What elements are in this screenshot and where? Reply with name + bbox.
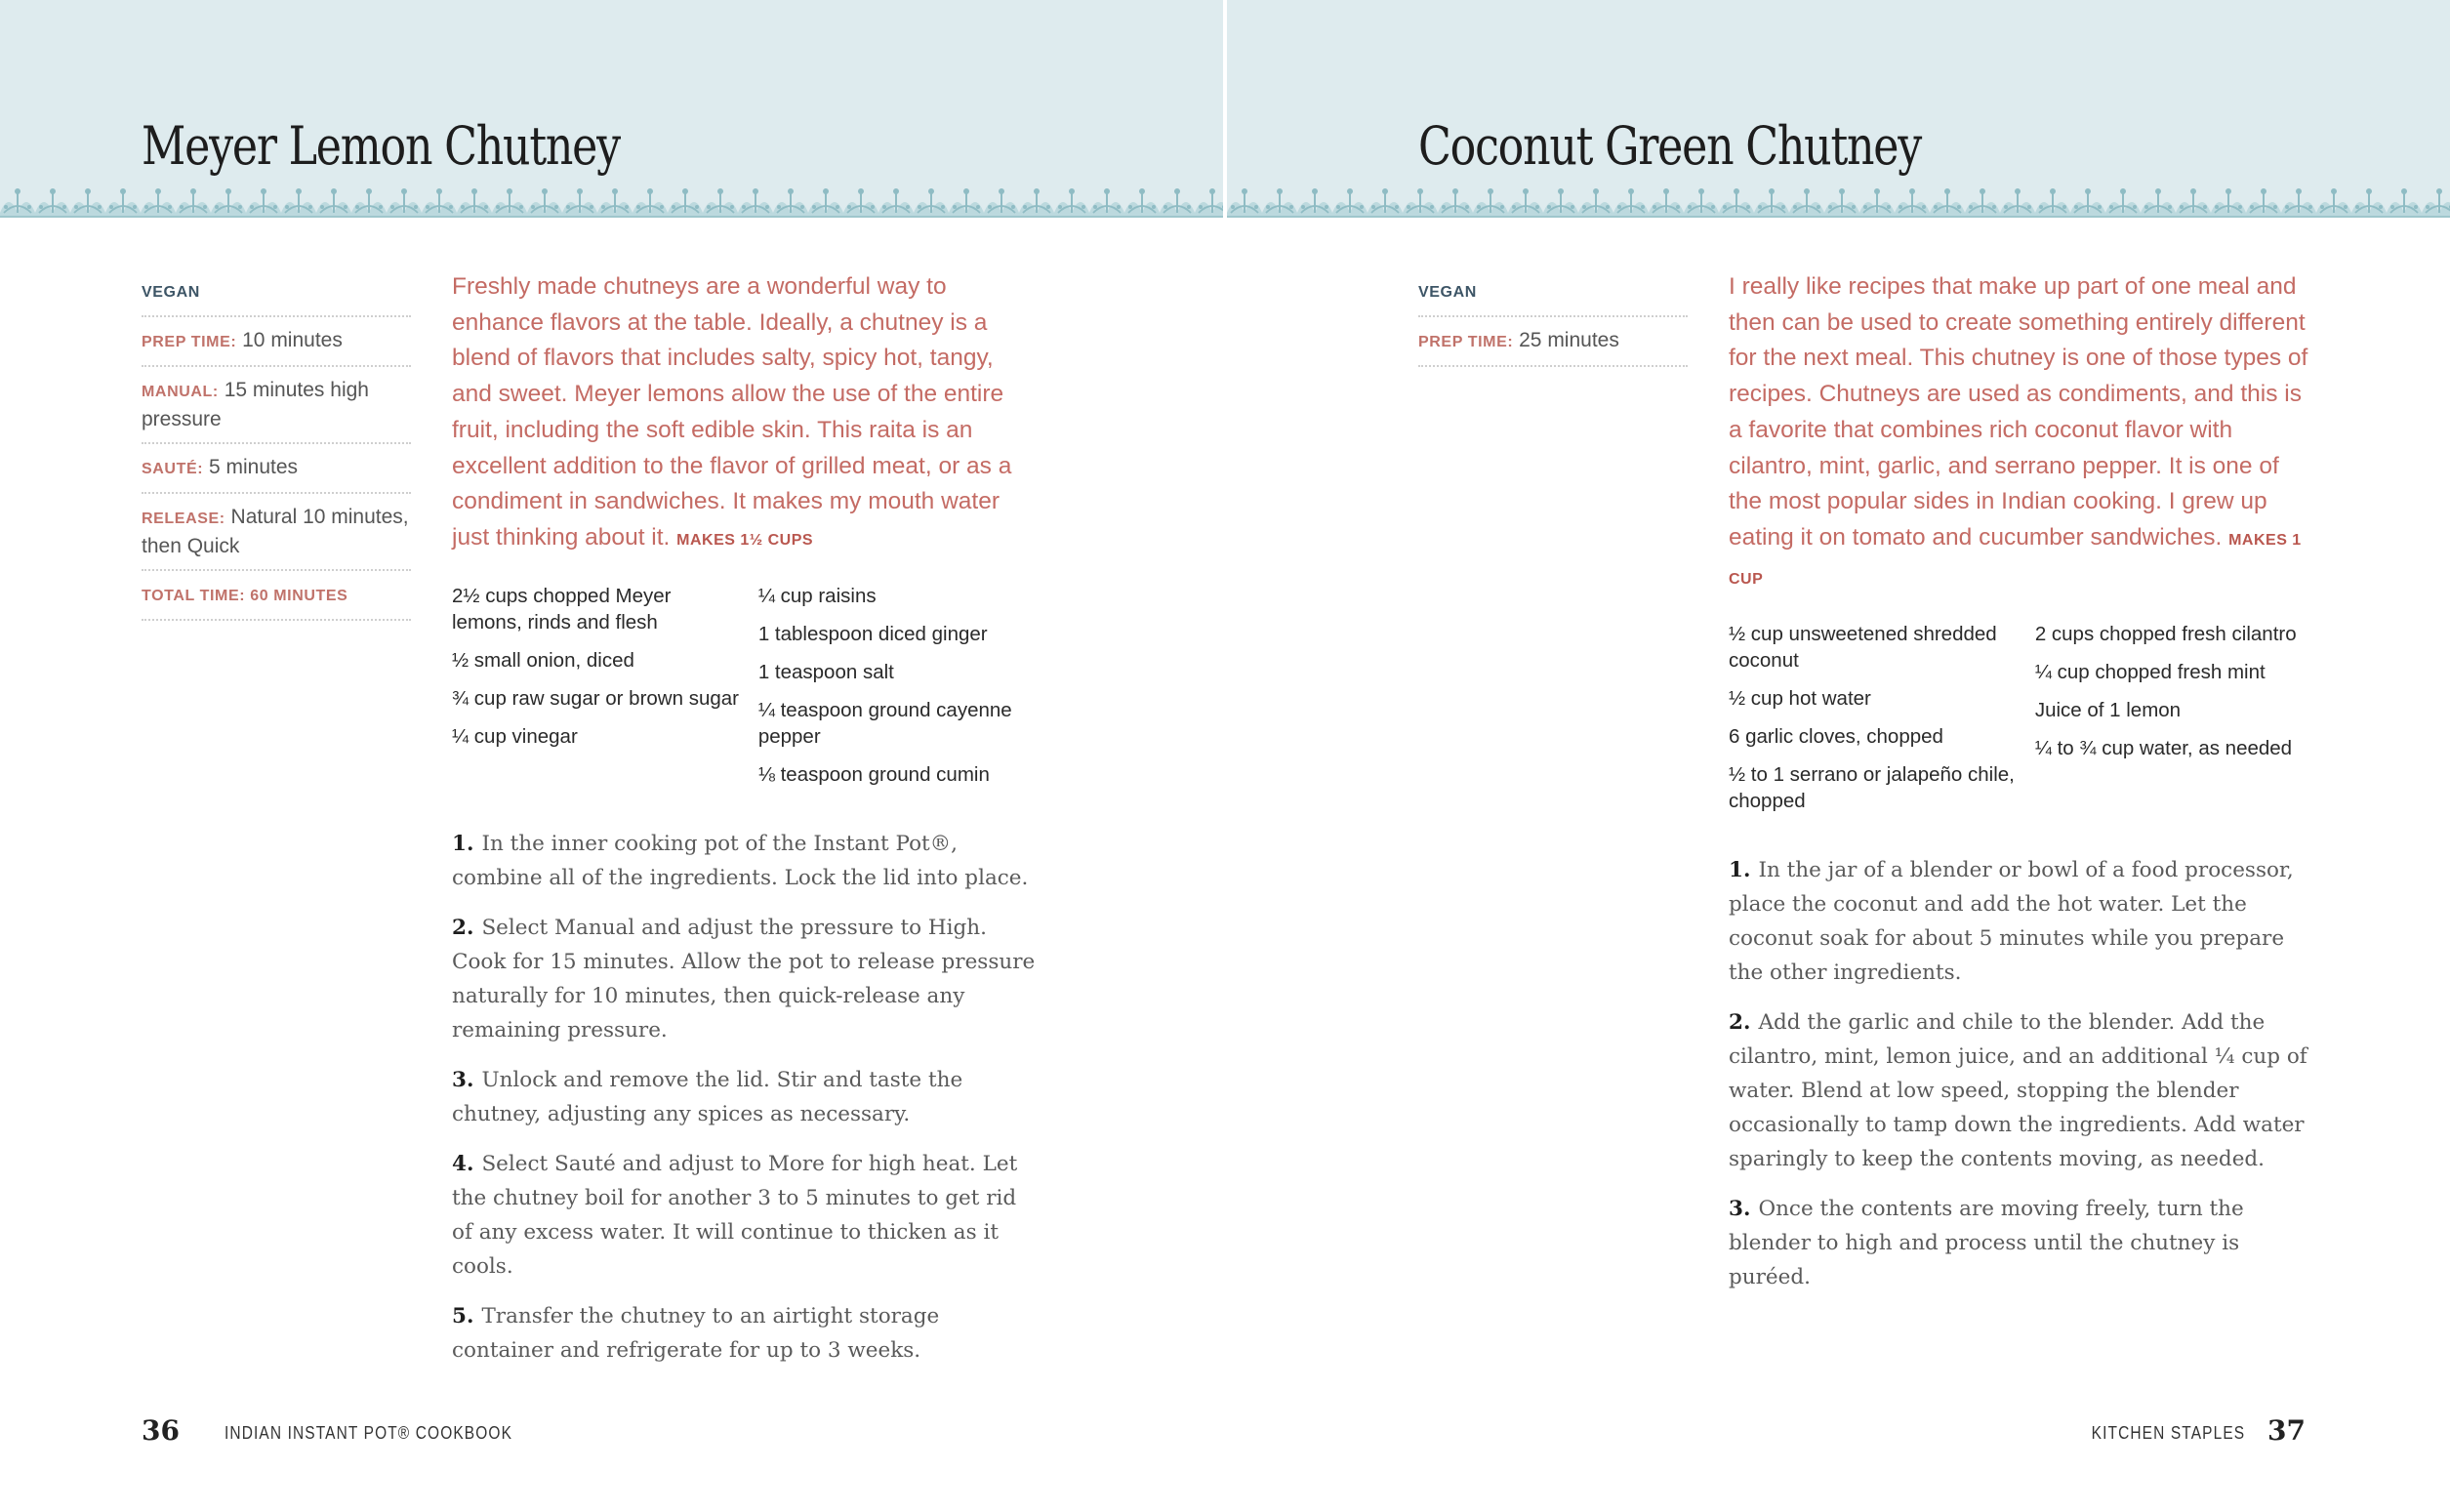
left-page <box>0 0 1223 1512</box>
ingredient-item: Juice of 1 lemon <box>2034 699 2182 722</box>
step <box>452 911 1038 1047</box>
step <box>1729 1005 2314 1176</box>
step-text: Select Manual and adjust the pressure to High. Cook for 15 minutes. Allow the pot to release pressure naturally for 10 minutes, then quick-release any remaining pressure. <box>452 915 1036 1042</box>
ingredient-item: ¼ cup vinegar <box>452 724 578 748</box>
meta-prep-time <box>142 317 411 367</box>
intro-text: Freshly made chutneys are a wonderful way to enhance flavors at the table. Ideally, a chutney is a blend of flavors that includes salty, spicy hot, tangy, and sweet. Meyer lemons allow the use of the entire fruit, including the soft edible skin. This raita is an excellent addition to the flavor of grilled meat, or as a condiment in sandwiches. It makes my mouth water just thinking about it. <box>452 273 1012 551</box>
step-text: Transfer the chutney to an airtight storage container and refrigerate for up to 3 weeks. <box>452 1303 940 1363</box>
ingredient-item: ½ to 1 serrano or jalapeño chile, chopped <box>1729 763 2015 813</box>
meta-label: PREP TIME: <box>1418 334 1514 350</box>
recipe-body <box>452 269 1038 1383</box>
ingredient-item: ¼ cup chopped fresh mint <box>2034 661 2266 684</box>
meta-value: Natural 10 minutes, then Quick <box>142 506 409 557</box>
ingredients-column-1 <box>1729 621 2035 826</box>
meta-value: 5 minutes <box>209 456 299 478</box>
recipe-intro <box>1729 269 2314 597</box>
meta-value: 15 minutes high pressure <box>142 379 369 430</box>
step-number: 5. <box>452 1303 474 1328</box>
step-text: In the inner cooking pot of the Instant Pot®, combine all of the ingredients. Lock the lid into place. <box>452 831 1029 890</box>
meta-label: VEGAN <box>1418 284 1477 301</box>
recipe-body <box>1729 269 2314 1310</box>
meta-label: MANUAL: <box>142 384 219 400</box>
ingredients-list <box>1729 621 2314 826</box>
step-text: Once the contents are moving freely, turn the blender to high and process until the chutney is puréed. <box>1729 1197 2244 1290</box>
step-number: 1. <box>452 831 474 856</box>
step-number: 2. <box>1729 1010 1751 1036</box>
step-text: Select Sauté and adjust to More for high heat. Let the chutney boil for another 3 to 5 minutes to get rid of any excess water. It will continue to thicken as it cools. <box>452 1151 1018 1279</box>
meta-release <box>142 494 411 571</box>
recipe-meta <box>142 277 411 621</box>
ingredient-item: ⅛ teaspoon ground cumin <box>757 762 990 786</box>
meta-value: 25 minutes <box>1519 329 1619 351</box>
step-text: Unlock and remove the lid. Stir and taste the chutney, adjusting any spices as necessary. <box>452 1067 963 1126</box>
meta-label: RELEASE: <box>142 511 225 527</box>
meta-label: SAUTÉ: <box>142 461 204 477</box>
step <box>452 1063 1038 1131</box>
meta-vegan <box>142 277 411 317</box>
right-page <box>1227 0 2450 1512</box>
running-head: KITCHEN STAPLES <box>2091 1423 2245 1443</box>
page-number: 37 <box>2267 1414 2306 1447</box>
ingredient-item: ¼ to ¾ cup water, as needed <box>2034 737 2293 760</box>
ingredient-item: ¼ cup raisins <box>757 584 877 607</box>
header-band <box>0 0 1223 223</box>
ingredient-item: ½ cup hot water <box>1729 687 1871 711</box>
step-text: Add the garlic and chile to the blender. Add the cilantro, mint, lemon juice, and an additional ¼ cup of water. Blend at low speed, stopping the blender occasionally to tamp down the ingredients. Add water sparingly to keep the contents moving, as needed. <box>1729 1010 2307 1172</box>
instructions <box>1729 853 2314 1294</box>
ingredient-item: 2 cups chopped fresh cilantro <box>2034 623 2297 646</box>
ingredient-item: 1 teaspoon salt <box>757 660 894 683</box>
running-head: INDIAN INSTANT POT® COOKBOOK <box>225 1423 513 1443</box>
instructions <box>452 827 1038 1368</box>
ingredient-item: 1 tablespoon diced ginger <box>757 622 988 645</box>
ingredient-item: ¾ cup raw sugar or brown sugar <box>452 686 739 710</box>
step-number: 3. <box>452 1067 474 1092</box>
ingredients-column-1 <box>452 583 758 799</box>
ingredients-column-2 <box>2035 621 2314 826</box>
ingredient-item: ¼ teaspoon ground cayenne pepper <box>757 698 1012 748</box>
yield-label: MAKES 1½ CUPS <box>676 531 814 549</box>
meta-vegan <box>1418 277 1688 317</box>
step-text: In the jar of a blender or bowl of a food processor, place the coconut and add the hot water. Let the coconut soak for about 5 minutes while you prepare the other ingredients. <box>1729 858 2294 986</box>
ingredients-column-2 <box>758 583 1038 799</box>
yield-label: MAKES 1 CUP <box>1729 531 2302 588</box>
step <box>1729 853 2314 990</box>
recipe-title: Meyer Lemon Chutney <box>142 115 620 177</box>
step <box>452 1147 1038 1284</box>
step <box>1729 1192 2314 1294</box>
meta-manual <box>142 367 411 444</box>
meta-label: PREP TIME: <box>142 334 237 350</box>
recipe-intro <box>452 269 1038 559</box>
step <box>452 827 1038 895</box>
step-number: 2. <box>452 915 474 940</box>
meta-label: TOTAL TIME: 60 MINUTES <box>142 588 348 604</box>
ingredient-item: 6 garlic cloves, chopped <box>1729 725 1943 749</box>
meta-label: VEGAN <box>142 284 200 301</box>
meta-total-time <box>142 571 411 621</box>
step-number: 1. <box>1729 858 1751 883</box>
meta-prep-time <box>1418 317 1688 367</box>
meta-saute <box>142 444 411 494</box>
decorative-border <box>1227 184 2450 223</box>
step-number: 3. <box>1729 1197 1751 1222</box>
step <box>452 1299 1038 1368</box>
ingredients-list <box>452 583 1038 799</box>
step-number: 4. <box>452 1151 474 1176</box>
intro-text: I really like recipes that make up part of one meal and then can be used to create something entirely different for the next meal. This chutney is one of those types of recipes. Chutneys are used as condiments, and this is a favorite that combines rich coconut flavor with cilantro, mint, garlic, and serrano pepper. It is one of the most popular sides in Indian cooking. I grew up eating it on tomato and cucumber sandwiches. <box>1729 273 2308 551</box>
ingredient-item: ½ cup unsweetened shredded coconut <box>1729 623 1997 673</box>
ingredient-item: ½ small onion, diced <box>452 648 634 672</box>
decorative-border <box>0 184 1223 223</box>
ingredient-item: 2½ cups chopped Meyer lemons, rinds and flesh <box>452 584 672 633</box>
recipe-title: Coconut Green Chutney <box>1418 115 1922 177</box>
recipe-meta <box>1418 277 1688 367</box>
page-number: 36 <box>142 1414 180 1447</box>
header-band <box>1227 0 2450 223</box>
meta-value: 10 minutes <box>242 329 343 351</box>
